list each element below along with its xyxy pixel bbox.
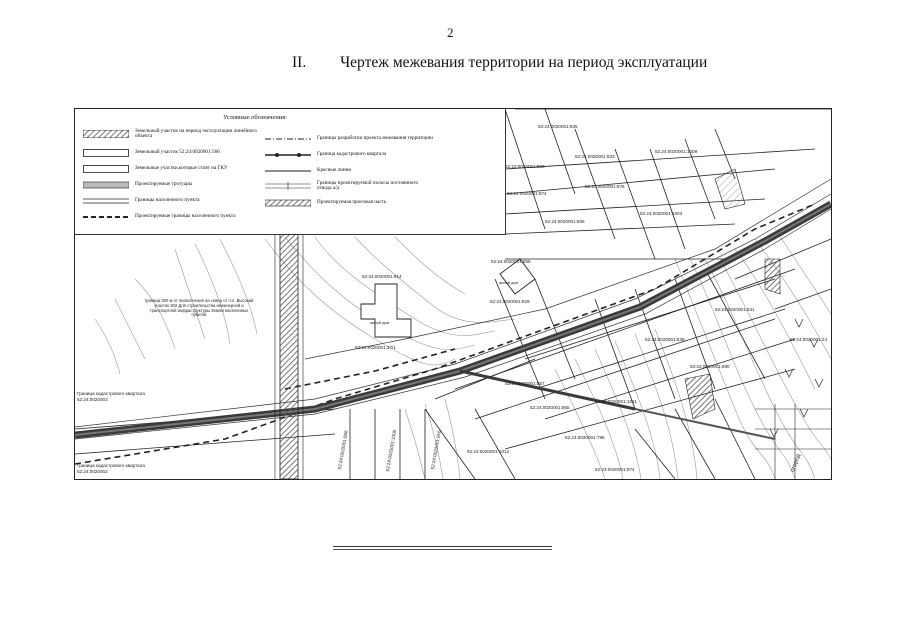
double-line-icon	[83, 197, 129, 205]
parcel-label: 52:24:0020001:857	[505, 381, 545, 386]
parcel-label: 52:24:0020001:835	[538, 124, 578, 129]
survey-plan	[74, 108, 832, 480]
parcel-label: 52:24:0020001:37/1	[355, 345, 396, 350]
parcel-label: 52:24:0020001:865	[530, 405, 570, 410]
section-title: Чертеж межевания территории на период эксплуатации	[340, 54, 708, 71]
page-title	[292, 54, 707, 72]
cadastral-code: 52:24:0020003	[77, 397, 108, 402]
dash-dot-icon	[265, 135, 311, 143]
hatched-parcels	[685, 169, 780, 419]
legend-item-gku-parcels: Земельные участки,которые стоят на ГКУ	[83, 165, 228, 173]
legend-item-sidewalks: Проектируемые тротуары	[83, 181, 192, 189]
cadastral-border-label: Граница кадастрового квартала	[77, 463, 145, 468]
vertical-parcel-label: 52:24:0020001:858	[337, 429, 349, 470]
parcel-label: 52:24:0020001:24	[790, 337, 828, 342]
map-legend	[75, 109, 506, 235]
dashed-line-icon	[83, 213, 129, 221]
parcel-label: 52:24:0020001:829	[490, 299, 530, 304]
legend-item-carriageway: Проектируемая проезжая часть	[265, 199, 386, 207]
parcel-label: 52:24:0020001:858	[491, 259, 531, 264]
outline-swatch-icon	[83, 149, 129, 157]
legend-item-red-lines: Красные линии	[265, 167, 351, 175]
cadastral-code: 52:24:0020002	[77, 469, 108, 474]
parcel-label: 52:24:0020001:914	[362, 274, 402, 279]
parcel-label: 52:24:0020001:865	[545, 219, 585, 224]
parcel-label: 52:24:0020001:974	[595, 467, 635, 472]
legend-item-operation-parcel: Земельный участок на период эксплуатации линейного объекта	[83, 129, 275, 140]
red-line-icon	[265, 167, 311, 175]
parcel-label: 52:24:0020001:833	[575, 154, 615, 159]
legend-item-projected-settlement-border: Проектируемые границы населенного пункта	[83, 213, 236, 221]
dot-line-icon	[265, 151, 311, 159]
vertical-parcel-label: 52:24:0020001:1005	[385, 429, 398, 472]
vertical-road	[275, 234, 303, 479]
cadastral-border-label: Граница кадастрового квартала	[77, 391, 145, 396]
parcel-label: 52:24:0020001:1011	[595, 399, 637, 404]
legend-item-row-strip: Границы проектируемой полосы постоянного отвода а/д	[265, 181, 427, 192]
legend-title: Условные обозначения:	[223, 114, 287, 121]
thin-double-line-icon	[265, 182, 311, 190]
parcel-label: 52:24:0020001:831	[715, 307, 755, 312]
garden-label: огород	[790, 453, 803, 474]
legend-item-cadastral-border: Граница кадастрового квартала	[265, 151, 386, 159]
legend-item-settlement-border: Границы населенного пункта	[83, 197, 200, 205]
dark-band-icon	[265, 199, 311, 207]
parcel-label: 52:24:0020001:1009	[655, 149, 698, 154]
legend-item-project-boundary: Границы разработки проекта межевания территории	[265, 135, 433, 143]
parcel-label: 52:24:0020001:1003	[640, 211, 683, 216]
signature-line	[333, 546, 552, 547]
parcel-label: 52:24:0020001:860	[505, 164, 545, 169]
parcel-note: граница 300 м от пересечения на север от п.п. Высокий участок 302 Для строительства инженерной и транспортной инфраструктуры Земли населенных пунктов	[144, 298, 254, 318]
gku-swatch-icon	[83, 165, 129, 173]
buildings	[361, 259, 535, 337]
parcel-label: 52:24:0020001:890	[690, 364, 730, 369]
vertical-parcel-label: 52:24:0020001:916	[430, 429, 442, 470]
gray-band-icon	[83, 181, 129, 189]
parcel-label: 52:24:0020001:1012	[467, 449, 510, 454]
parcel-label: 52:24:0020001:838	[645, 337, 685, 342]
legend-item-parcel-566: Земельный участок 52:24:0020001:566	[83, 149, 220, 157]
building-label: жилой дом	[370, 321, 390, 325]
parcel-label: 52:24:0020001:874	[507, 191, 547, 196]
signature-line-secondary	[333, 549, 552, 550]
page-number: 2	[447, 25, 454, 40]
building-label: жилой дом	[499, 281, 519, 285]
section-numeral: II.	[292, 54, 307, 71]
parcel-label: 52:24:0020001:876	[585, 184, 625, 189]
parcel-label: 52:24:0020001:795	[565, 435, 605, 440]
hatched-swatch-icon	[83, 130, 129, 138]
